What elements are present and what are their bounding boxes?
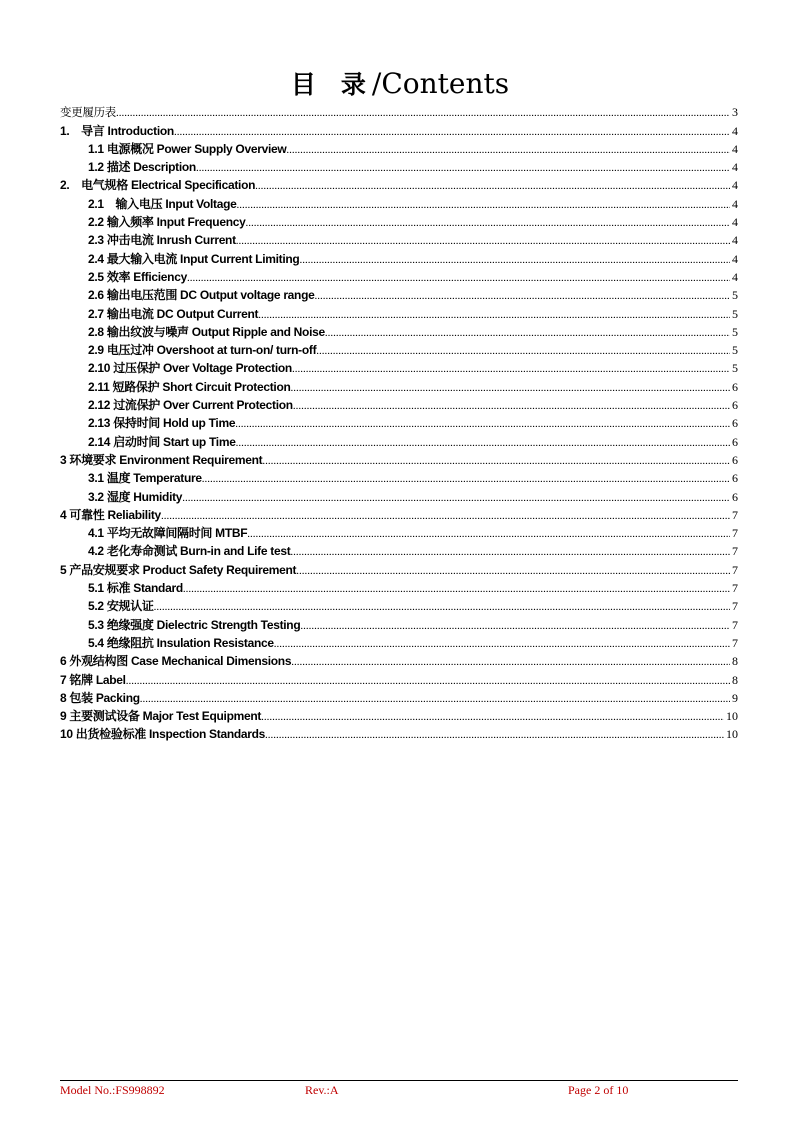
toc-entry[interactable] [60,229,738,247]
toc-entry-label: 5.3 绝缘强度 Dielectric Strength Testing [88,617,301,632]
toc-entry-page: 7 [732,581,738,596]
toc-entry[interactable] [60,302,738,320]
toc-leader-dots [262,453,730,467]
toc-entry[interactable] [60,321,738,339]
toc-entry-label: 2.5 效率 Efficiency [88,269,187,284]
toc-entry[interactable] [60,174,738,192]
toc-leader-dots [300,618,730,632]
toc-leader-dots [274,636,730,650]
toc-entry-label: 2.14 启动时间 Start up Time [88,434,236,449]
toc-entry-page: 8 [732,654,738,669]
toc-leader-dots [236,435,730,449]
toc-entry-page: 9 [732,690,738,705]
toc-entry-label: 2.3 冲击电流 Inrush Current [88,233,236,248]
toc-entry-label: 1.2 描述 Description [88,160,196,175]
toc-entry[interactable] [60,504,738,522]
toc-entry-page: 4 [732,123,738,138]
toc-entry-page: 3 [732,105,738,120]
toc-entry-page: 6 [732,471,738,486]
toc-entry[interactable] [60,192,738,210]
toc-entry[interactable] [60,394,738,412]
toc-entry[interactable] [60,613,738,631]
toc-entry-page: 4 [732,141,738,156]
table-of-contents [60,101,738,741]
toc-leader-dots [299,252,730,266]
toc-entry-label: 3 环境要求 Environment Requirement [60,452,263,467]
toc-entry[interactable] [60,375,738,393]
toc-entry-label: 2.4 最大输入电流 Input Current Limiting [88,251,300,266]
toc-leader-dots [140,691,730,705]
toc-leader-dots [292,361,730,375]
toc-entry-page: 5 [732,288,738,303]
toc-entry[interactable] [60,211,738,229]
toc-entry-label: 2.7 输出电流 DC Output Current [88,306,259,321]
toc-entry[interactable] [60,577,738,595]
toc-entry-label: 变更履历表 [60,105,116,120]
toc-leader-dots [261,709,724,723]
toc-entry-page: 7 [732,617,738,632]
toc-entry-label: 2.13 保持时间 Hold up Time [88,416,236,431]
toc-entry-label: 3.2 湿度 Humidity [88,489,183,504]
toc-entry-page: 7 [732,562,738,577]
toc-entry-label: 5.2 安规认证 [88,599,154,614]
toc-entry[interactable] [60,430,738,448]
toc-entry-label: 4.2 老化寿命测试 Burn-in and Life test [88,544,291,559]
toc-entry-label: 5.4 绝缘阻抗 Insulation Resistance [88,635,274,650]
toc-entry-label: 2.2 输入频率 Input Frequency [88,215,246,230]
toc-entry-label: 2.6 输出电压范围 DC Output voltage range [88,288,315,303]
toc-leader-dots [325,325,730,339]
toc-entry-page: 5 [732,343,738,358]
toc-entry-page: 7 [732,635,738,650]
footer-revision: Rev.:A [305,1083,339,1097]
page-title [0,66,800,103]
toc-entry-page: 4 [732,251,738,266]
toc-leader-dots [286,142,730,156]
toc-entry-label: 1.1 电源概况 Power Supply Overview [88,141,287,156]
toc-entry[interactable] [60,357,738,375]
toc-entry[interactable] [60,632,738,650]
toc-leader-dots [315,288,731,302]
toc-entry[interactable] [60,101,738,119]
toc-entry-page: 10 [726,709,738,724]
toc-entry-page: 8 [732,672,738,687]
page-footer [60,1083,738,1099]
toc-leader-dots [296,563,730,577]
toc-entry-page: 4 [732,215,738,230]
footer-model-number: Model No.:FS998892 [60,1083,165,1097]
toc-leader-dots [187,270,730,284]
toc-entry-label: 2.11 短路保护 Short Circuit Protection [88,379,291,394]
toc-entry[interactable] [60,339,738,357]
toc-leader-dots [291,654,730,668]
toc-entry-label: 2.12 过流保护 Over Current Protection [88,398,293,413]
toc-leader-dots [246,215,731,229]
toc-entry-page: 7 [732,507,738,522]
toc-entry[interactable] [60,723,738,741]
toc-entry-page: 5 [732,361,738,376]
toc-entry-label: 9 主要测试设备 Major Test Equipment [60,709,262,724]
toc-entry-label: 2.8 输出纹波与噪声 Output Ripple and Noise [88,324,325,339]
title-en: /Contents [371,67,510,100]
toc-entry-page: 4 [732,196,738,211]
toc-entry[interactable] [60,595,738,613]
toc-entry-label: 8 包装 Packing [60,690,140,705]
toc-entry[interactable] [60,449,738,467]
toc-entry-label: 3.1 温度 Temperature [88,471,202,486]
toc-leader-dots [258,307,730,321]
toc-leader-dots [161,508,730,522]
toc-entry-label: 4.1 平均无故障间隔时间 MTBF [88,526,248,541]
toc-entry[interactable] [60,522,738,540]
toc-leader-dots [182,490,730,504]
toc-entry[interactable] [60,650,738,668]
toc-entry-page: 4 [732,233,738,248]
toc-entry[interactable] [60,540,738,558]
toc-entry-page: 7 [732,526,738,541]
toc-leader-dots [293,398,730,412]
toc-entry-page: 5 [732,324,738,339]
toc-entry[interactable] [60,138,738,156]
toc-leader-dots [202,471,730,485]
toc-leader-dots [183,581,730,595]
toc-entry-page: 6 [732,416,738,431]
toc-entry-page: 6 [732,434,738,449]
toc-entry-label: 2. 电气规格 Electrical Specification [60,178,256,193]
toc-entry-label: 2.9 电压过冲 Overshoot at turn-on/ turn-off [88,343,317,358]
toc-entry-label: 10 出货检验标准 Inspection Standards [60,727,266,742]
title-cn: 目 录 [290,70,366,99]
toc-entry-page: 7 [732,599,738,614]
toc-entry[interactable] [60,119,738,137]
toc-leader-dots [196,160,730,174]
toc-entry-page: 10 [726,727,738,742]
toc-leader-dots [174,124,730,138]
toc-entry-page: 4 [732,269,738,284]
toc-entry-page: 4 [732,160,738,175]
toc-entry[interactable] [60,284,738,302]
toc-leader-dots [290,544,730,558]
toc-entry[interactable] [60,156,738,174]
toc-leader-dots [116,105,730,119]
toc-leader-dots [255,178,730,192]
footer-page-number: Page 2 of 10 [568,1083,629,1097]
toc-leader-dots [316,343,730,357]
toc-entry[interactable] [60,412,738,430]
toc-entry-label: 6 外观结构图 Case Mechanical Dimensions [60,654,292,669]
footer-divider [60,1080,738,1081]
toc-entry-label: 2.10 过压保护 Over Voltage Protection [88,361,292,376]
toc-entry-page: 7 [732,544,738,559]
toc-leader-dots [265,727,724,741]
toc-entry[interactable] [60,467,738,485]
toc-entry-label: 1. 导言 Introduction [60,123,174,138]
toc-leader-dots [291,380,730,394]
toc-entry-label: 4 可靠性 Reliability [60,507,161,522]
toc-entry-label: 5.1 标准 Standard [88,581,183,596]
toc-entry-page: 5 [732,306,738,321]
toc-leader-dots [247,526,730,540]
toc-leader-dots [236,233,730,247]
toc-leader-dots [126,673,730,687]
toc-leader-dots [154,599,730,613]
toc-entry-label: 7 铭牌 Label [60,672,126,687]
toc-leader-dots [237,197,730,211]
toc-entry-page: 6 [732,398,738,413]
toc-entry-page: 6 [732,379,738,394]
toc-entry[interactable] [60,485,738,503]
toc-entry-page: 4 [732,178,738,193]
toc-entry-label: 5 产品安规要求 Product Safety Requirement [60,562,297,577]
toc-entry-page: 6 [732,452,738,467]
toc-entry[interactable] [60,687,738,705]
toc-entry-page: 6 [732,489,738,504]
toc-leader-dots [235,416,730,430]
toc-entry[interactable] [60,668,738,686]
toc-entry[interactable] [60,558,738,576]
toc-entry-label: 2.1 输入电压 Input Voltage [88,196,237,211]
toc-entry[interactable] [60,705,738,723]
toc-entry[interactable] [60,247,738,265]
toc-entry[interactable] [60,266,738,284]
